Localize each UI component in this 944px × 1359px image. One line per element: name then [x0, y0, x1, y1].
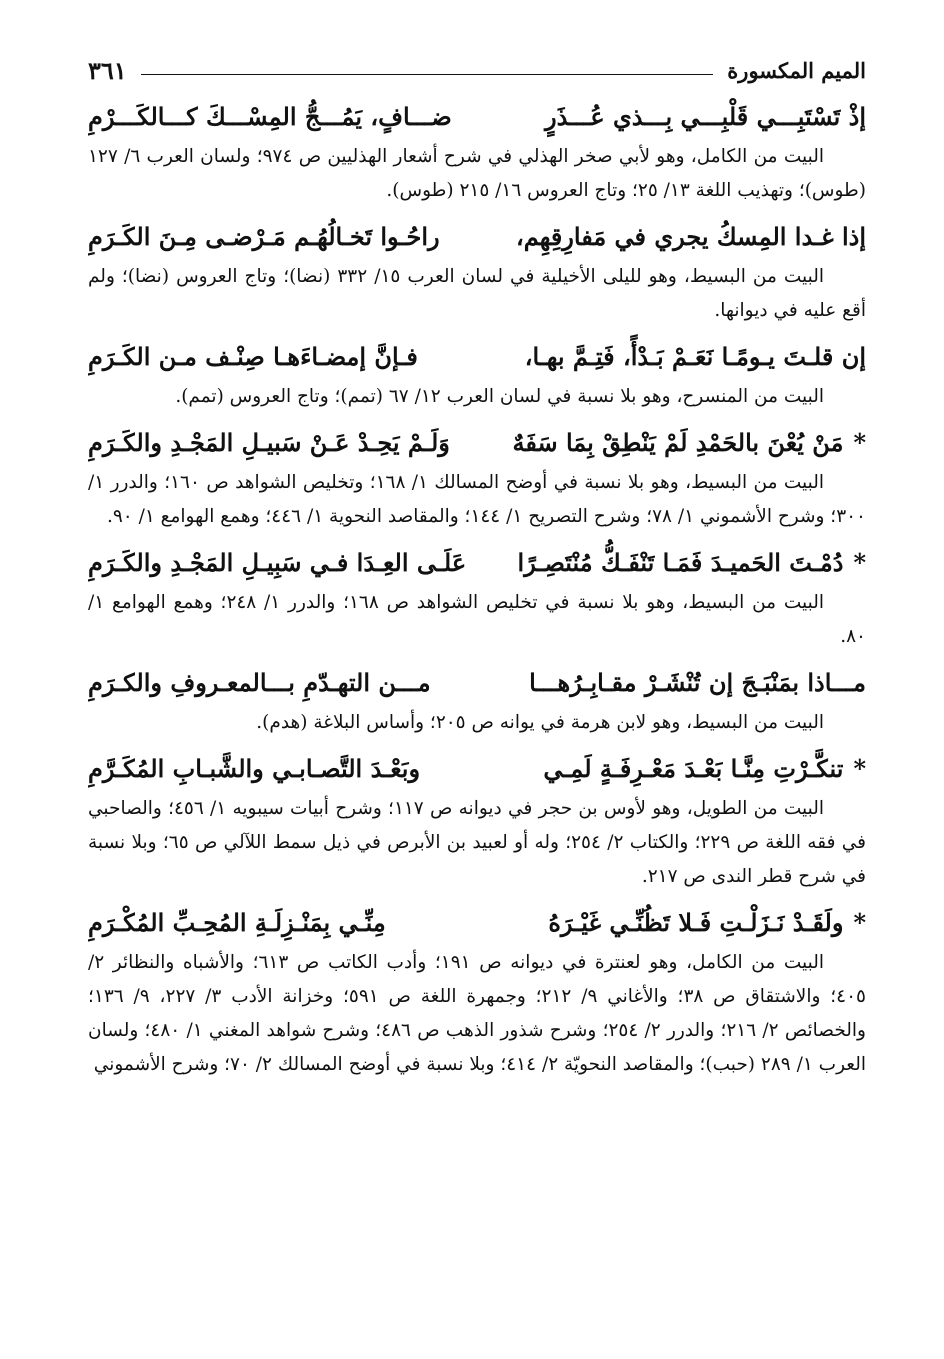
- verse-entry-8: [88, 900, 866, 1082]
- verse-line: [88, 746, 866, 792]
- first-hemistich: تنكَّـرْتِ مِنَّـا بَعْـدَ مَعْـرِفَـةٍ لَمِـي: [543, 754, 844, 783]
- book-page: [88, 52, 866, 1342]
- verse-source-note: البيت من البسيط، وهو بلا نسبة في تخليص الشواهد ص ١٦٨؛ والدرر ١/ ٢٤٨؛ وهمع الهوامع ١/ ٨٠.: [88, 592, 866, 647]
- verse-line: [88, 214, 866, 260]
- second-hemistich: وبَعْـدَ التَّصـابـي والشَّبـابِ المُكَـرَّمِ: [88, 754, 421, 783]
- second-hemistich: راحُـوا تَخـالُهُـم مَـرْضـى مِـنَ الكَـرَمِ: [88, 222, 440, 251]
- verse-line: [88, 94, 866, 140]
- verse-line: [88, 900, 866, 946]
- verse-line: [88, 334, 866, 380]
- verse-entry-5: [88, 540, 866, 654]
- verse-entry-2: [88, 214, 866, 328]
- first-hemistich: مـــاذا بمَنْبَـجَ إن تُنْشَـرْ مقـابِـرُهـــا: [529, 668, 866, 697]
- first-hemistich: دُمْـتَ الحَميـدَ فَمَـا تَنْفَـكُّ مُنْتَصِـرًا: [517, 548, 844, 577]
- verse-line: [88, 540, 866, 586]
- star-marker: *: [853, 548, 866, 577]
- verse-entry-7: [88, 746, 866, 894]
- second-hemistich: ضـــافٍ، يَمُـــجُّ المِسْـــكَ كـــالكَـــرْمِ: [88, 102, 452, 131]
- second-hemistich: وَلَـمْ يَحِـدْ عَـنْ سَبيـلِ المَجْـدِ والكَـرَمِ: [88, 428, 450, 457]
- verse-source-note: البيت من الكامل، وهو لعنترة في ديوانه ص ١٩١؛ وأدب الكاتب ص ٦١٣؛ والأشباه والنظائر ٢/ ٤٠٥؛ والاشتقاق ص ٣٨؛ والأغاني ٩/ ٢١٢؛ وجمهرة اللغة ص ٥٩١؛ وخزانة الأدب ٣/ ٢٢٧، ٩/ ١٣٦؛ والخصائص ٢/ ٢١٦؛ والدرر ٢/ ٢٥٤؛ وشرح شذور الذهب ص ٤٨٦؛ وشرح شواهد المغني ١/ ٤٨٠؛ ولسان العرب ١/ ٢٨٩ (حبب)؛ والمقاصد النحويّة ٢/ ٤١٤؛ وبلا نسبة في أوضح المسالك ٢/ ٧٠؛ وشرح الأشموني: [88, 952, 866, 1075]
- star-marker: *: [853, 428, 866, 457]
- star-marker: *: [853, 908, 866, 937]
- chapter-title: الميم المكسورة: [727, 57, 866, 83]
- verse-entry-4: [88, 420, 866, 534]
- verse-line: [88, 420, 866, 466]
- second-hemistich: مِنِّـي بِمَنْـزِلَـةِ المُحِـبِّ المُكْـرَمِ: [88, 908, 386, 937]
- second-hemistich: عَلَـى العِـدَا فـي سَبِيـلِ المَجْـدِ والكَـرَمِ: [88, 548, 467, 577]
- first-hemistich: ولَقَـدْ نَـزَلْـتِ فَـلا تَظُنِّـي غَيْـرَهُ: [548, 908, 844, 937]
- verse-source-note: البيت من الطويل، وهو لأوس بن حجر في ديوانه ص ١١٧؛ وشرح أبيات سيبويه ١/ ٤٥٦؛ والصاحبي في فقه اللغة ص ٢٢٩؛ والكتاب ٢/ ٢٥٤؛ وله أو لعبيد بن الأبرص في ذيل سمط اللآلي ص ٦٥؛ وبلا نسبة في شرح قطر الندى ص ٢١٧.: [88, 798, 866, 887]
- verse-source-note: البيت من الكامل، وهو لأبي صخر الهذلي في شرح أشعار الهذليين ص ٩٧٤؛ ولسان العرب ٦/ ١٢٧ (طوس)؛ وتهذيب اللغة ١٣/ ٢٥؛ وتاج العروس ١٦/ ٢١٥ (طوس).: [88, 146, 866, 201]
- verse-entry-1: [88, 94, 866, 208]
- verse-source-note: البيت من البسيط، وهو لابن هرمة في يوانه ص ٢٠٥؛ وأساس البلاغة (هدم).: [256, 712, 824, 733]
- star-marker: *: [853, 754, 866, 783]
- verse-entry-6: [88, 660, 866, 740]
- first-hemistich: إذْ تَسْتَبِـــي قَلْبِـــي بِـــذي عُـــذَرٍ: [545, 102, 866, 131]
- verse-source-note: البيت من البسيط، وهو لليلى الأخيلية في لسان العرب ١٥/ ٣٣٢ (نضا)؛ وتاج العروس (نضا)؛ ولم أقع عليه في ديوانها.: [88, 266, 866, 321]
- running-header: [88, 52, 866, 88]
- verse-source-note: البيت من المنسرح، وهو بلا نسبة في لسان العرب ١٢/ ٦٧ (تمم)؛ وتاج العروس (تمم).: [175, 386, 824, 407]
- first-hemistich: إذا غـدا المِسكُ يجري في مَفارِقِهِم،: [516, 222, 866, 251]
- second-hemistich: فـإنَّ إمضـاءَهـا صِنْـف مـن الكَـرَمِ: [88, 342, 418, 371]
- verse-entry-3: [88, 334, 866, 414]
- verse-line: [88, 660, 866, 706]
- first-hemistich: مَنْ يُعْنَ بالحَمْدِ لَمْ يَنْطِقْ بِمَا سَفَهٌ: [512, 428, 844, 457]
- verse-source-note: البيت من البسيط، وهو بلا نسبة في أوضح المسالك ١/ ١٦٨؛ وتخليص الشواهد ص ١٦٠؛ والدرر ١/ ٣٠٠؛ وشرح الأشموني ١/ ٧٨؛ وشرح التصريح ١/ ١٤٤؛ والمقاصد النحوية ١/ ٤٤٦؛ وهمع الهوامع ١/ ٩٠.: [88, 472, 866, 527]
- first-hemistich: إن قلـتَ يـومًـا نَعَـمْ بَـدْأً، فَتِـمَّ بهـا،: [524, 342, 866, 371]
- header-rule: [141, 74, 714, 75]
- page-number: ٣٦١: [88, 55, 127, 85]
- second-hemistich: مـــن التهـدّمِ بـــالمعـروفِ والكـرَمِ: [88, 668, 431, 697]
